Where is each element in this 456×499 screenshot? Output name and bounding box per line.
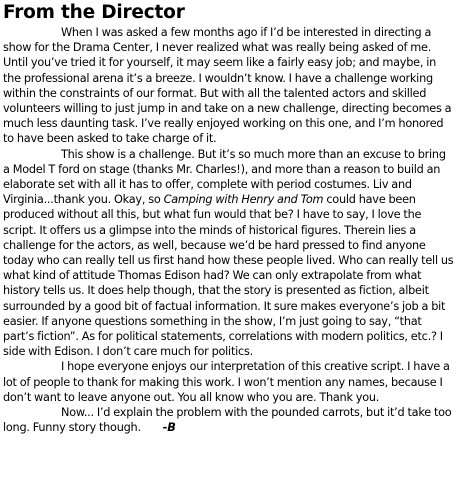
paragraph-2-text-a: This show is a challenge. But it’s so much more than an excuse to bring a Model T ford on stage (thanks Mr. Charles!), and more than a reason to build an elaborate set with all it has to offer, complete with period costumes. Liv and Virginia...thank you. Okay, so <box>3 147 446 207</box>
paragraph-4 <box>3 405 454 435</box>
paragraph-2-text-b: could have been produced without all this, but what fun would that be? I have to say, I love the script. It offers us a glimpse into the minds of historical figures. Therein lies a challenge for the actors, as well, because we’d be hard pressed to find anyone today who can really tell us first hand how these people lived. Who can really tell us what kind of attitude Thomas Edison had? We can only extrapolate from what history tells us. It does help though, that the story is presented as fiction, albeit surrounded by a good bit of factual information. It sure makes everyone’s job a bit easier. If anyone questions something in the show, I’m just going to say, “that part’s fiction”. As for political statements, correlations with modern politics, etc.? I side with Edison. I don’t care much for politics. <box>3 193 454 359</box>
show-title: Camping with Henry and Tom <box>163 193 324 207</box>
paragraph-2 <box>3 147 454 360</box>
paragraph-3: I hope everyone enjoys our interpretation of this creative script. I have a lot of people to thank for making this work. I won’t mention any names, because I don’t want to leave anyone out. You all know who you are. Thank you. <box>3 360 450 404</box>
paragraph-4-text: Now... I’d explain the problem with the pounded carrots, but it’d take too long. Funny story though. <box>3 406 452 435</box>
signature: -B <box>162 421 176 435</box>
article-title: From the Director <box>3 2 185 23</box>
article-body <box>3 25 454 435</box>
paragraph-1: When I was asked a few months ago if I’d be interested in directing a show for the Drama Center, I never realized what was really being asked of me. Until you’ve tried it for yourself, it may seem like a fairly easy job; and maybe, in the professional arena it’s a breeze. I wouldn’t know. I have a challenge working within the constraints of our format. But with all the talented actors and skilled volunteers willing to just jump in and take on a new challenge, directing becomes a much less daunting task. I’ve really enjoyed working on this one, and I’m honored to have been asked to take charge of it. <box>3 26 452 146</box>
